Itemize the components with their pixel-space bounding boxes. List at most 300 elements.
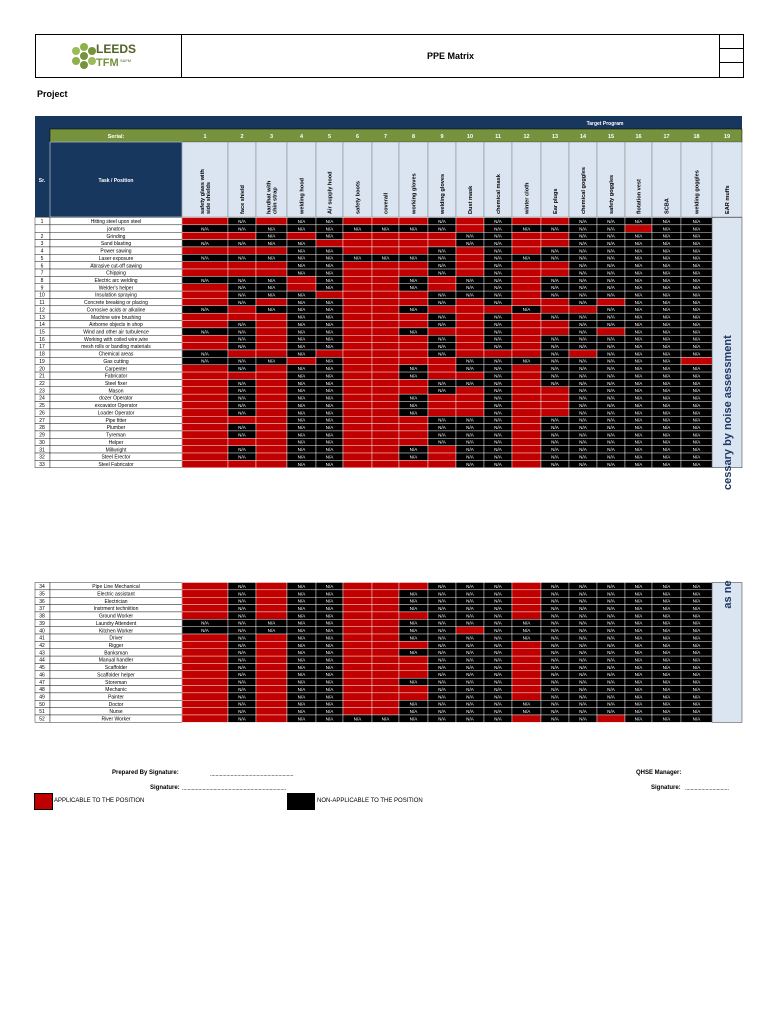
bottom-cell-5-6 xyxy=(343,619,372,626)
top-na-30-17: N/A xyxy=(662,439,671,445)
bottom-na-9-2: N/A xyxy=(238,650,246,656)
bottom-sr-9: 43 xyxy=(39,650,45,657)
top-na-6-16: N/A xyxy=(634,263,643,269)
bottom-na-13-14: N/A xyxy=(579,679,587,685)
top-na-1-5: N/A xyxy=(325,226,334,232)
top-na-26-14: N/A xyxy=(579,410,587,416)
bottom-na-6-14: N/A xyxy=(579,628,587,634)
bottom-na-8-11: N/A xyxy=(494,642,502,648)
bottom-na-10-11: N/A xyxy=(494,657,502,663)
top-cell-3-12 xyxy=(512,240,541,247)
top-sr-0: 1 xyxy=(40,219,44,226)
top-na-20-15: N/A xyxy=(607,366,615,372)
top-na-33-18: N/A xyxy=(692,461,701,467)
top-task-7: Chipping xyxy=(106,270,126,277)
top-cell-25-9 xyxy=(428,402,456,409)
top-na-7-4: N/A xyxy=(297,270,306,276)
top-na-0-15: N/A xyxy=(607,218,615,224)
top-na-8-8: N/A xyxy=(409,277,418,283)
top-na-3-11: N/A xyxy=(494,240,502,246)
top-cell-13-10 xyxy=(456,313,484,320)
top-na-29-9: N/A xyxy=(438,432,446,438)
top-na-17-17: N/A xyxy=(662,344,671,350)
bottom-na-5-2: N/A xyxy=(238,620,246,626)
bottom-na-10-5: N/A xyxy=(325,657,334,663)
bottom-na-17-12: N/A xyxy=(522,709,531,715)
bottom-na-2-14: N/A xyxy=(579,598,587,604)
top-sr-5: 5 xyxy=(40,255,44,262)
top-na-23-15: N/A xyxy=(607,388,615,394)
top-cell-14-12 xyxy=(512,321,541,328)
top-cell-17-6 xyxy=(343,343,372,350)
bottom-cell-4-3 xyxy=(256,612,287,619)
top-cell-3-6 xyxy=(343,240,372,247)
top-na-22-11: N/A xyxy=(494,380,502,386)
top-sr-24: 24 xyxy=(39,395,45,402)
top-na-6-9: N/A xyxy=(438,263,446,269)
top-cell-20-6 xyxy=(343,365,372,372)
top-cell-3-7 xyxy=(372,240,399,247)
top-cell-32-9 xyxy=(428,453,456,460)
bottom-na-11-18: N/A xyxy=(692,664,701,670)
bottom-na-12-17: N/A xyxy=(662,672,671,678)
serial-number-5: 5 xyxy=(327,134,332,140)
bottom-cell-2-6 xyxy=(343,597,372,604)
bottom-cell-13-3 xyxy=(256,678,287,685)
top-na-5-6: N/A xyxy=(353,255,362,261)
bottom-na-3-4: N/A xyxy=(297,605,306,611)
bottom-na-14-18: N/A xyxy=(692,686,701,692)
bottom-na-4-10: N/A xyxy=(466,613,474,619)
top-na-10-16: N/A xyxy=(634,292,643,298)
bottom-cell-10-12 xyxy=(512,656,541,663)
top-na-31-17: N/A xyxy=(662,447,671,453)
top-na-31-8: N/A xyxy=(409,447,418,453)
top-na-23-11: N/A xyxy=(494,388,502,394)
bottom-na-11-5: N/A xyxy=(325,664,334,670)
top-cell-17-7 xyxy=(372,343,399,350)
top-na-16-13: N/A xyxy=(551,336,559,342)
top-na-26-2: N/A xyxy=(238,410,246,416)
bottom-na-13-18: N/A xyxy=(692,679,701,685)
bottom-cell-4-7 xyxy=(372,612,399,619)
top-cell-18-7 xyxy=(372,350,399,357)
top-cell-7-1 xyxy=(182,269,228,276)
bottom-cell-4-6 xyxy=(343,612,372,619)
top-na-13-4: N/A xyxy=(297,314,306,320)
bottom-na-1-4: N/A xyxy=(297,591,306,597)
top-cell-17-12 xyxy=(512,343,541,350)
top-task-22: Steel fixer xyxy=(104,381,128,388)
bottom-na-10-4: N/A xyxy=(297,657,306,663)
top-cell-6-7 xyxy=(372,262,399,269)
prepared-by-label: Prepared By Signature: xyxy=(112,770,179,776)
top-na-27-17: N/A xyxy=(662,417,671,423)
top-na-33-16: N/A xyxy=(634,461,643,467)
bottom-na-4-11: N/A xyxy=(494,613,502,619)
top-task-31: Millwright xyxy=(105,447,127,454)
top-na-28-5: N/A xyxy=(325,424,334,430)
column-name-1: safety glass withside shields xyxy=(200,169,212,214)
bottom-na-5-12: N/A xyxy=(522,620,531,626)
top-cell-26-9 xyxy=(428,409,456,416)
bottom-na-18-2: N/A xyxy=(238,716,246,722)
top-na-0-16: N/A xyxy=(634,218,643,224)
top-na-8-10: N/A xyxy=(466,277,474,283)
target-program-label: Target Program xyxy=(586,121,624,127)
top-na-15-2: N/A xyxy=(238,329,246,335)
bottom-sr-13: 47 xyxy=(39,679,45,686)
top-na-9-17: N/A xyxy=(662,285,671,291)
top-na-3-14: N/A xyxy=(579,240,587,246)
bottom-cell-12-7 xyxy=(372,671,399,678)
top-na-1-4: N/A xyxy=(297,226,306,232)
top-na-24-11: N/A xyxy=(494,395,502,401)
top-na-27-10: N/A xyxy=(466,417,474,423)
top-na-0-5: N/A xyxy=(325,218,334,224)
bottom-cell-9-3 xyxy=(256,649,287,656)
bottom-na-15-4: N/A xyxy=(297,694,306,700)
top-sr-31: 31 xyxy=(39,447,45,454)
top-task-13: Machine wire brushing xyxy=(90,314,142,321)
top-cell-6-12 xyxy=(512,262,541,269)
top-na-24-16: N/A xyxy=(634,395,643,401)
bottom-na-6-12: N/A xyxy=(522,628,531,634)
bottom-na-15-18: N/A xyxy=(692,694,701,700)
bottom-sr-16: 50 xyxy=(39,701,45,708)
top-cell-3-5 xyxy=(316,240,343,247)
top-na-33-11: N/A xyxy=(494,461,502,467)
top-na-28-13: N/A xyxy=(551,424,559,430)
bottom-cell-15-7 xyxy=(372,693,399,700)
bottom-na-12-13: N/A xyxy=(551,672,559,678)
bottom-na-16-17: N/A xyxy=(662,701,671,707)
top-cell-33-1 xyxy=(182,460,228,467)
top-na-10-4: N/A xyxy=(297,292,306,298)
bottom-na-3-11: N/A xyxy=(494,605,502,611)
top-cell-2-8 xyxy=(399,232,428,239)
top-cell-22-8 xyxy=(399,379,428,386)
top-na-28-9: N/A xyxy=(438,424,446,430)
bottom-cell-6-6 xyxy=(343,627,372,634)
bottom-na-5-10: N/A xyxy=(466,620,474,626)
top-na-11-9: N/A xyxy=(438,299,446,305)
top-cell-30-3 xyxy=(256,438,287,445)
bottom-na-9-5: N/A xyxy=(325,650,334,656)
top-na-28-2: N/A xyxy=(238,424,246,430)
bottom-na-3-5: N/A xyxy=(325,605,334,611)
bottom-cell-6-10 xyxy=(456,627,484,634)
top-na-19-12: N/A xyxy=(522,358,531,364)
bottom-na-8-17: N/A xyxy=(662,642,671,648)
top-na-5-13: N/A xyxy=(551,255,559,261)
bottom-cell-2-1 xyxy=(182,597,228,604)
bottom-task-11: Scaffolder xyxy=(104,665,128,672)
qhse-signature-line: ................................ xyxy=(685,786,729,792)
top-cell-10-6 xyxy=(343,291,372,298)
top-na-8-15: N/A xyxy=(607,277,615,283)
top-cell-18-5 xyxy=(316,350,343,357)
top-cell-18-11 xyxy=(484,350,512,357)
top-cell-16-1 xyxy=(182,335,228,342)
bottom-na-9-11: N/A xyxy=(494,650,502,656)
bottom-na-6-17: N/A xyxy=(662,628,671,634)
top-na-32-17: N/A xyxy=(662,454,671,460)
bottom-sr-15: 49 xyxy=(39,694,45,701)
bottom-task-18: River Worker xyxy=(101,716,131,723)
top-cell-15-3 xyxy=(256,328,287,335)
top-na-22-5: N/A xyxy=(325,380,334,386)
top-cell-13-3 xyxy=(256,313,287,320)
top-na-5-2: N/A xyxy=(238,255,246,261)
top-cell-0-6 xyxy=(343,218,372,225)
top-na-30-11: N/A xyxy=(494,439,502,445)
top-cell-18-8 xyxy=(399,350,428,357)
top-cell-11-12 xyxy=(512,298,541,305)
top-na-11-2: N/A xyxy=(238,299,246,305)
top-cell-24-7 xyxy=(372,394,399,401)
top-na-21-16: N/A xyxy=(634,373,643,379)
bottom-na-2-8: N/A xyxy=(409,598,418,604)
bottom-na-12-5: N/A xyxy=(325,672,334,678)
bottom-task-16: Doctor xyxy=(108,701,124,708)
bottom-na-9-13: N/A xyxy=(551,650,559,656)
top-na-10-18: N/A xyxy=(692,292,701,298)
top-na-7-14: N/A xyxy=(579,270,587,276)
top-na-26-15: N/A xyxy=(607,410,615,416)
top-cell-10-1 xyxy=(182,291,228,298)
bottom-na-5-18: N/A xyxy=(692,620,701,626)
top-na-25-2: N/A xyxy=(238,402,246,408)
top-na-30-10: N/A xyxy=(466,439,474,445)
top-cell-30-7 xyxy=(372,438,399,445)
column-name-4: welding hood xyxy=(299,177,306,214)
bottom-sr-17: 51 xyxy=(39,709,45,716)
bottom-na-2-10: N/A xyxy=(466,598,474,604)
top-cell-12-6 xyxy=(343,306,372,313)
top-na-21-5: N/A xyxy=(325,373,334,379)
top-cell-10-8 xyxy=(399,291,428,298)
top-na-29-10: N/A xyxy=(466,432,474,438)
bottom-na-2-18: N/A xyxy=(692,598,701,604)
bottom-na-15-17: N/A xyxy=(662,694,671,700)
top-sr-19: 19 xyxy=(39,358,45,365)
top-na-33-17: N/A xyxy=(662,461,671,467)
top-cell-13-2 xyxy=(228,313,256,320)
top-sr-2: 2 xyxy=(40,233,44,240)
top-na-33-5: N/A xyxy=(325,461,334,467)
top-na-4-18: N/A xyxy=(692,248,701,254)
top-task-16: Working with coiled wire,wire xyxy=(83,336,149,343)
top-na-22-4: N/A xyxy=(297,380,306,386)
top-sr-29: 29 xyxy=(39,432,45,439)
top-task-19: Gas cutting xyxy=(103,358,129,365)
top-task-2: Grinding xyxy=(106,233,126,240)
top-na-14-11: N/A xyxy=(494,321,502,327)
target-program-bar xyxy=(35,116,742,129)
top-na-3-1: N/A xyxy=(201,240,209,246)
bottom-cell-8-1 xyxy=(182,641,228,648)
top-na-13-17: N/A xyxy=(662,314,671,320)
bottom-na-1-15: N/A xyxy=(607,591,615,597)
bottom-na-17-5: N/A xyxy=(325,709,334,715)
top-na-24-18: N/A xyxy=(692,395,701,401)
top-na-15-1: N/A xyxy=(201,329,209,335)
top-na-9-18: N/A xyxy=(692,285,701,291)
top-cell-33-3 xyxy=(256,460,287,467)
top-na-3-4: N/A xyxy=(297,240,306,246)
bottom-cell-18-12 xyxy=(512,715,541,722)
bottom-na-15-11: N/A xyxy=(494,694,502,700)
top-na-3-17: N/A xyxy=(662,240,671,246)
bottom-na-15-16: N/A xyxy=(634,694,643,700)
bottom-cell-15-8 xyxy=(399,693,428,700)
top-cell-12-13 xyxy=(541,306,569,313)
bottom-na-7-16: N/A xyxy=(634,635,643,641)
bottom-na-8-16: N/A xyxy=(634,642,643,648)
bottom-na-6-3: N/A xyxy=(267,628,276,634)
top-sr-16: 16 xyxy=(39,336,45,343)
top-cell-4-7 xyxy=(372,247,399,254)
top-cell-18-14 xyxy=(569,350,597,357)
top-cell-30-8 xyxy=(399,438,428,445)
top-na-9-11: N/A xyxy=(494,285,502,291)
top-cell-17-3 xyxy=(256,343,287,350)
bottom-na-7-5: N/A xyxy=(325,635,334,641)
bottom-task-17: Nurse xyxy=(109,709,123,716)
bottom-na-12-15: N/A xyxy=(607,672,615,678)
bottom-cell-14-8 xyxy=(399,686,428,693)
bottom-na-4-14: N/A xyxy=(579,613,587,619)
top-cell-19-18 xyxy=(681,357,712,364)
top-na-19-13: N/A xyxy=(551,358,559,364)
bottom-na-2-16: N/A xyxy=(634,598,643,604)
top-cell-0-1 xyxy=(182,218,228,225)
qhse-signature-label: Signature: xyxy=(651,785,681,791)
bottom-task-4: Ground Worker xyxy=(98,613,134,620)
bottom-na-13-16: N/A xyxy=(634,679,643,685)
top-cell-12-9 xyxy=(428,306,456,313)
bottom-na-17-14: N/A xyxy=(579,709,587,715)
bottom-na-3-8: N/A xyxy=(409,605,418,611)
serial-number-8: 8 xyxy=(411,134,416,140)
top-na-19-15: N/A xyxy=(607,358,615,364)
bottom-na-13-11: N/A xyxy=(494,679,502,685)
top-cell-27-12 xyxy=(512,416,541,423)
bottom-cell-1-1 xyxy=(182,590,228,597)
top-cell-28-7 xyxy=(372,424,399,431)
bottom-na-15-14: N/A xyxy=(579,694,587,700)
bottom-na-10-18: N/A xyxy=(692,657,701,663)
top-cell-11-7 xyxy=(372,298,399,305)
bottom-na-18-11: N/A xyxy=(494,716,502,722)
bottom-na-16-13: N/A xyxy=(551,701,559,707)
bottom-na-15-9: N/A xyxy=(438,694,446,700)
top-na-2-5: N/A xyxy=(325,233,334,239)
bottom-na-2-4: N/A xyxy=(297,598,306,604)
top-na-11-16: N/A xyxy=(634,299,643,305)
top-na-15-14: N/A xyxy=(579,329,587,335)
bottom-sr-1: 35 xyxy=(39,591,45,598)
top-cell-10-7 xyxy=(372,291,399,298)
top-na-14-16: N/A xyxy=(634,321,643,327)
top-na-0-14: N/A xyxy=(579,218,587,224)
top-task-5: Laser exposure xyxy=(98,255,134,262)
bottom-na-11-2: N/A xyxy=(238,664,246,670)
top-na-15-18: N/A xyxy=(692,329,701,335)
top-na-30-16: N/A xyxy=(634,439,643,445)
top-cell-6-3 xyxy=(256,262,287,269)
top-na-23-2: N/A xyxy=(238,388,246,394)
top-cell-33-7 xyxy=(372,460,399,467)
bottom-na-12-11: N/A xyxy=(494,672,502,678)
top-cell-14-7 xyxy=(372,321,399,328)
top-na-17-5: N/A xyxy=(325,344,334,350)
top-na-19-10: N/A xyxy=(466,358,474,364)
bottom-sr-14: 48 xyxy=(39,687,45,694)
top-na-15-8: N/A xyxy=(409,329,418,335)
top-na-2-10: N/A xyxy=(466,233,474,239)
top-task-14: Airborne objects in shop xyxy=(89,322,143,329)
top-na-1-7: N/A xyxy=(381,226,390,232)
bottom-na-14-17: N/A xyxy=(662,686,671,692)
top-na-31-5: N/A xyxy=(325,447,334,453)
bottom-na-16-2: N/A xyxy=(238,701,246,707)
bottom-na-18-10: N/A xyxy=(466,716,474,722)
bottom-na-10-2: N/A xyxy=(238,657,246,663)
bottom-na-4-15: N/A xyxy=(607,613,615,619)
top-na-5-12: N/A xyxy=(522,255,531,261)
bottom-cell-14-1 xyxy=(182,686,228,693)
bottom-na-4-9: N/A xyxy=(438,613,446,619)
top-cell-29-3 xyxy=(256,431,287,438)
bottom-na-10-16: N/A xyxy=(634,657,643,663)
top-cell-24-10 xyxy=(456,394,484,401)
bottom-sr-10: 44 xyxy=(39,657,45,664)
top-cell-14-8 xyxy=(399,321,428,328)
top-na-6-18: N/A xyxy=(692,263,701,269)
top-task-27: Pipe fitter xyxy=(105,417,127,424)
top-na-32-2: N/A xyxy=(238,454,246,460)
top-task-23: Mason xyxy=(108,388,124,395)
serial-number-3: 3 xyxy=(269,134,274,140)
top-cell-24-12 xyxy=(512,394,541,401)
top-na-1-11: N/A xyxy=(494,226,502,232)
bottom-na-18-13: N/A xyxy=(551,716,559,722)
serial-number-15: 15 xyxy=(607,134,615,140)
top-cell-15-9 xyxy=(428,328,456,335)
bottom-cell-3-6 xyxy=(343,605,372,612)
top-na-16-4: N/A xyxy=(297,336,306,342)
top-sr-17: 17 xyxy=(39,344,45,351)
top-na-6-15: N/A xyxy=(607,263,615,269)
logo-sub-text: TFM xyxy=(96,57,119,69)
top-na-4-13: N/A xyxy=(551,248,559,254)
signature-label: Signature: xyxy=(150,785,180,791)
bottom-na-8-10: N/A xyxy=(466,642,474,648)
top-na-22-2: N/A xyxy=(238,380,246,386)
top-na-25-15: N/A xyxy=(607,402,615,408)
top-cell-32-3 xyxy=(256,453,287,460)
bottom-na-1-9: N/A xyxy=(438,591,446,597)
top-na-26-5: N/A xyxy=(325,410,334,416)
top-na-8-17: N/A xyxy=(662,277,671,283)
bottom-na-10-9: N/A xyxy=(438,657,446,663)
bottom-cell-13-1 xyxy=(182,678,228,685)
top-cell-6-1 xyxy=(182,262,228,269)
top-na-11-18: N/A xyxy=(692,299,701,305)
top-cell-20-9 xyxy=(428,365,456,372)
